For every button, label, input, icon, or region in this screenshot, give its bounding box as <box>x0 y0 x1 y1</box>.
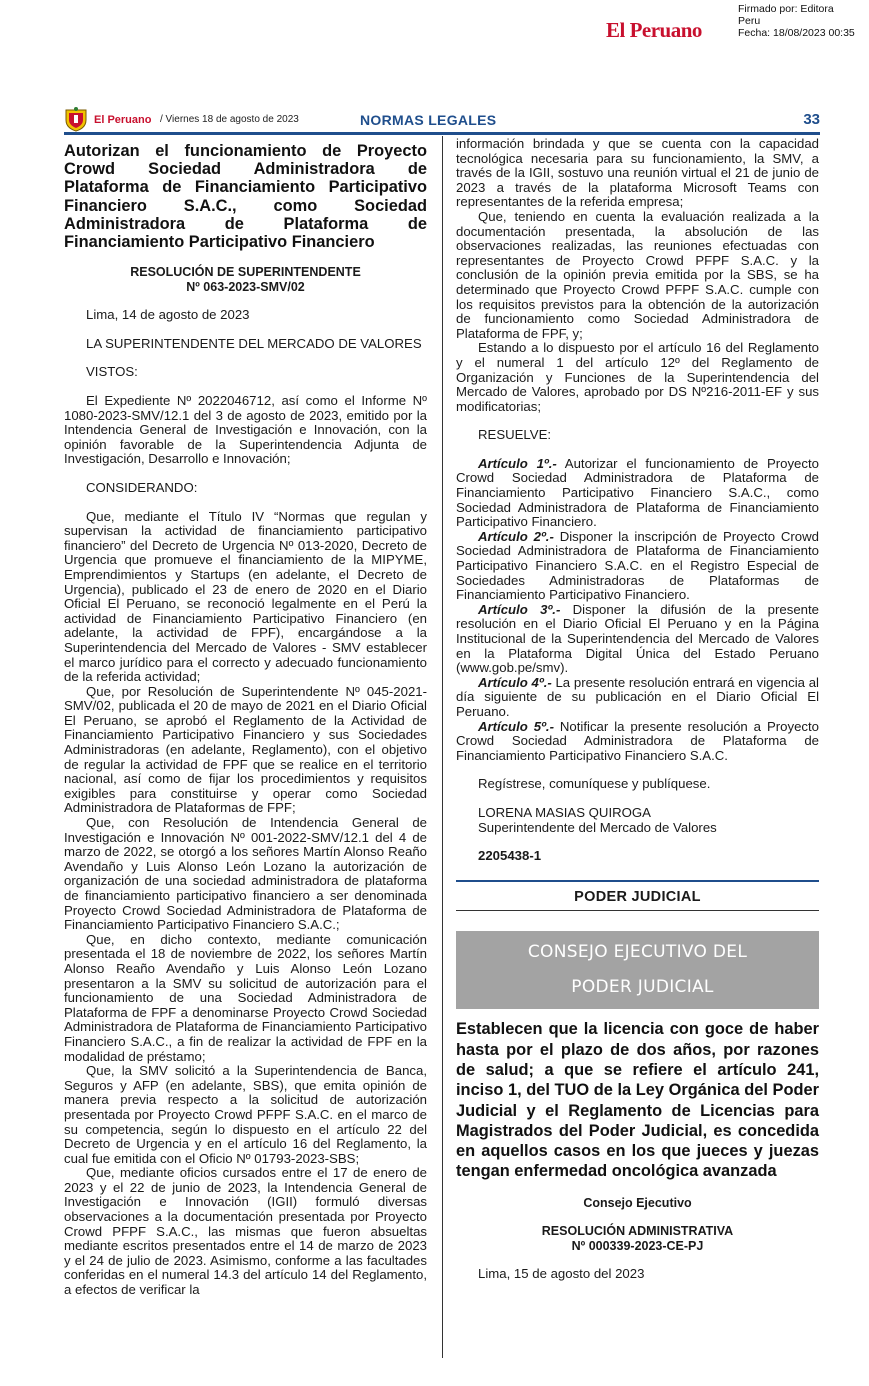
article-label: Artículo 5º.- <box>478 718 554 734</box>
resolution-heading <box>456 1224 819 1253</box>
banner-line: CONSEJO EJECUTIVO DEL <box>527 942 748 963</box>
reference-code: 2205438-1 <box>478 848 542 864</box>
section-label: PODER JUDICIAL <box>574 888 701 905</box>
second-article-title: Establecen que la licencia con goce de haber hasta por el plazo de dos años, por razones de salud; a que se refiere el artículo 241, inciso 1, del TUO de la Ley Orgánica del Poder Judicial y el Reglamento de Licencias para Magistrados del Poder Judicial, es concedida en aquellos casos en los que jueces y juezas tengan enfermedad oncológica avanzada <box>456 1020 819 1181</box>
column-divider <box>442 136 443 1358</box>
place-date: Lima, 14 de agosto de 2023 <box>86 307 250 323</box>
left-column <box>64 142 427 1298</box>
considerando-paragraph: Que, en dicho contexto, mediante comunicación presentada el 18 de noviembre de 2022, los señores Martín Alonso Reaño Avendaño y Luis Alonso León Lozano presentaron a la SMV su solicitud de autorización para el funcionamiento de una Sociedad Administradora de Plataforma de FPF a denominarse Proyecto Crowd Sociedad Administradora de Plataforma de Financiamiento Participativo Financiero S.A.C., a fin de realizar la actividad de FPF en la modalidad de préstamo; <box>64 931 427 1064</box>
el-peruano-signature-logo: El Peruano <box>606 18 702 42</box>
article-1 <box>456 457 819 530</box>
article-label: Artículo 3º.- <box>478 601 561 617</box>
considerando-paragraph: Que, teniendo en cuenta la evaluación realizada a la documentación presentada, la absolución de las observaciones realizadas, las reuniones efectuadas con representantes de Proyecto Crowd PFPF S.A.C. y la conclusión de la opinión previa emitida por la SBS, se ha determinado que Proyecto Crowd PFPF S.A.C. cumple con los requisitos previstos para la obtención de la autorización de funcionamiento como Sociedad Administradora de Plataforma de FPF, y; <box>456 208 819 341</box>
resuelve-label: RESUELVE: <box>478 427 552 443</box>
article-label: Artículo 4º.- <box>478 674 552 690</box>
closing-formula: Regístrese, comuníquese y publíquese. <box>478 776 711 792</box>
header-date: / Viernes 18 de agosto de 2023 <box>160 114 299 125</box>
continuation-paragraph: información brindada y que se cuenta con la capacidad tecnológica necesaria para su funcionamiento, la SMV, a través de la IGII, sostuvo una reunión virtual el 21 de junio de 2023 a través de la plataforma Microsoft Teams con representantes de la referida empresa; <box>456 136 819 210</box>
article-text: Disponer la difusión de la presente resolución en el Diario Oficial El Peruano y en la Página Institucional de la Superintendencia del Mercado de Valores en la Plataforma Digital Única del Estado Peruano (www.gob.pe/smv). <box>456 601 819 676</box>
article-text: Autorizar el funcionamiento de Proyecto Crowd Sociedad Administradora de Plataforma de Financiamiento Participativo Financiero S.A.C., como Sociedad Administradora de Plataforma de Financiamiento Participativo Financiero. <box>456 455 819 530</box>
article-5 <box>456 720 819 764</box>
considerando-paragraph: Que, mediante oficios cursados entre el 17 de enero de 2023 y el 22 de junio de 2023, la Intendencia General de Investigación e Innovación (IGII) formuló diversas observaciones a la documentación presentada por Proyecto Crowd PFPF S.A.C., las mismas que fueron absueltas mediante escritos presentados entre el 14 de marzo de 2023 y el 24 de julio de 2023. Asimismo, conforme a las facultades conferidas en el numeral 14.3 del artículo 14 del Reglamento, a efectos de verificar la <box>64 1165 427 1298</box>
digital-signature-block <box>738 3 855 39</box>
header-section-title: NORMAS LEGALES <box>360 112 497 128</box>
considerando-paragraph: Que, la SMV solicitó a la Superintendencia de Banca, Seguros y AFP (en adelante, SBS), que emita opinión de manera previa respecto a la solicitud de autorización presentada por Proyecto Crowd PFPF S.A.C. en el marco de su competencia, según lo dispuesto en el artículo 22 del Decreto de Urgencia y en el artículo 16 del Reglamento, la cual fue emitida con el Oficio Nº 01793-2023-SBS; <box>64 1063 427 1166</box>
signer-name: LORENA MASIAS QUIROGA <box>478 804 651 820</box>
page-number: 33 <box>803 111 820 128</box>
resolution-heading <box>64 265 427 294</box>
article-label: Artículo 1º.- <box>478 455 557 471</box>
vistos-paragraph: El Expediente Nº 2022046712, así como el Informe Nº 1080-2023-SMV/12.1 del 3 de agosto de 2023, emitido por la Intendencia General de Investigación e Innovación, con la opinión favorable de la Superintendencia Adjunta de Investigación, Desarrollo e Innovación; <box>64 393 427 467</box>
signature-org: Peru <box>738 15 761 27</box>
right-column <box>456 137 819 1282</box>
article-label: Artículo 2º.- <box>478 528 554 544</box>
resolution-number: Nº 000339-2023-CE-PJ <box>571 1238 704 1253</box>
coat-of-arms-icon <box>64 106 88 132</box>
vistos-label: VISTOS: <box>86 364 138 380</box>
article-3 <box>456 603 819 676</box>
issuer: Consejo Ejecutivo <box>583 1195 692 1210</box>
signature-date: Fecha: 18/08/2023 00:35 <box>738 27 855 39</box>
signature <box>456 806 819 864</box>
header-divider <box>64 132 820 135</box>
article-text: La presente resolución entrará en vigencia al día siguiente de su publicación en el Diario Oficial El Peruano. <box>456 674 819 719</box>
resolution-number: Nº 063-2023-SMV/02 <box>186 279 305 294</box>
article-text: Notificar la presente resolución a Proyecto Crowd Sociedad Administradora de Plataforma de Financiamiento Participativo Financiero S.A.C. <box>456 718 819 763</box>
article-text: Disponer la inscripción de Proyecto Crowd Sociedad Administradora de Plataforma de Financiamiento Participativo Financiero S.A.C. en el Registro Especial de Sociedades Administradoras de Plataformas de Financiamiento Participativo Financiero. <box>456 528 819 603</box>
article-4 <box>456 676 819 720</box>
place-date: Lima, 15 de agosto del 2023 <box>478 1266 645 1282</box>
resolution-type: RESOLUCIÓN DE SUPERINTENDENTE <box>130 265 361 280</box>
section-divider <box>456 910 819 911</box>
header-brand: El Peruano <box>94 114 152 126</box>
considerando-paragraph: Que, mediante el Título IV “Normas que regulan y supervisan la actividad de financiamiento participativo financiero” del Decreto de Urgencia Nº 013-2020, Decreto de Urgencia que promueve el financiamiento de la MIPYME, Emprendimientos y Startups (en adelante, el Decreto de Urgencia), publicado el 23 de enero de 2020 en el Diario Oficial El Peruano, se reconoció legalmente en el Perú la actividad de Financiamiento Participativo Financiero (en adelante, la actividad de FPF), encargándose a la Superintendencia del Mercado de Valores - SMV establecer el marco jurídico para el correcto y adecuado funcionamiento de la referida actividad; <box>64 508 427 685</box>
issuing-authority: LA SUPERINTENDENTE DEL MERCADO DE VALORES <box>86 335 422 351</box>
considerando-paragraph: Que, por Resolución de Superintendente Nº 045-2021-SMV/02, publicada el 20 de mayo de 2021 en el Diario Oficial El Peruano, se aprobó el Reglamento de la Actividad de Financiamiento Participativo Financiero y sus Sociedades Administradoras (en adelante, Reglamento), con el objetivo de regular la actividad de FPF que se realice en el territorio nacional, así como de fijar los procedimientos y requisitos exigibles para constituirse y operar como Sociedad Administradora de Plataformas de FPF; <box>64 683 427 816</box>
article-2 <box>456 530 819 603</box>
running-header <box>64 106 820 134</box>
signature-signed-by: Firmado por: Editora <box>738 3 834 15</box>
banner-line: PODER JUDICIAL <box>571 977 714 998</box>
signer-title: Superintendente del Mercado de Valores <box>478 819 717 835</box>
article-title: Autorizan el funcionamiento de Proyecto Crowd Sociedad Administradora de Plataforma de Financiamiento Participativo Financiero S.A.C., como Sociedad Administradora de Plataforma de Financiamiento Participativo Financiero <box>64 142 427 252</box>
considerando-paragraph: Estando a lo dispuesto por el artículo 16 del Reglamento y el numeral 1 del artículo 12º del Reglamento de Organización y Funciones de la Superintendencia del Mercado de Valores, aprobado por DS Nº216-2011-EF y sus modificatorias; <box>456 340 819 414</box>
considerando-label: CONSIDERANDO: <box>86 479 198 495</box>
resolution-type: RESOLUCIÓN ADMINISTRATIVA <box>541 1224 734 1239</box>
institution-banner <box>456 931 819 1009</box>
considerando-paragraph: Que, con Resolución de Intendencia General de Investigación e Innovación Nº 001-2022-SMV/12.1 del 4 de marzo de 2022, se otorgó a los señores Martín Alonso Reaño Avendaño y Luis Alonso León Lozano la autorización de organización de una sociedad administradora de plataforma de financiamiento participativo financiero a ser denominada Proyecto Crowd Sociedad Administradora de Plataforma de Financiamiento Participativo Financiero S.A.C.; <box>64 815 427 933</box>
